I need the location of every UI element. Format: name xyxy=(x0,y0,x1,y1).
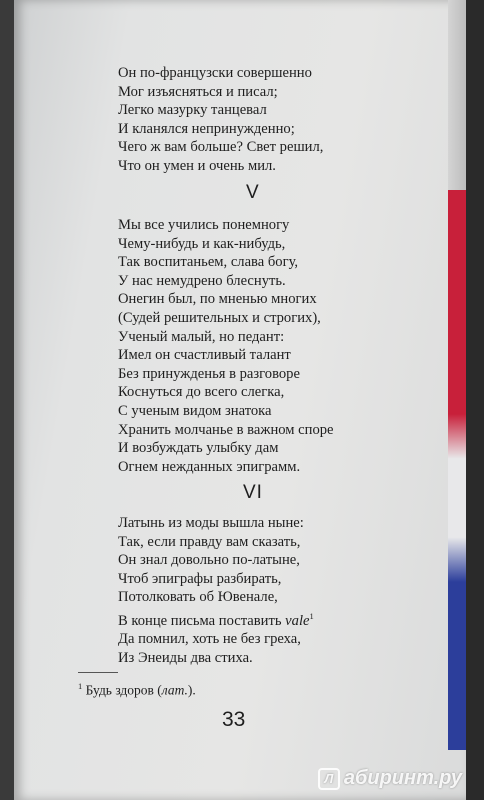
verse-line: Чего ж вам больше? Свет решил, xyxy=(118,139,324,156)
verse-line: Так, если правду вам сказать, xyxy=(118,533,301,550)
verse-line: С ученым видом знатока xyxy=(118,402,272,419)
verse-line: Коснуться до всего слегка, xyxy=(118,384,285,401)
stanza-v xyxy=(118,216,334,476)
verse-line: Хранить молчанье в важном споре xyxy=(118,421,334,438)
footnote-text: Будь здоров ( xyxy=(85,682,162,698)
verse-line: Имел он счастливый талант xyxy=(118,347,291,364)
verse-line: Легко мазурку танцевал xyxy=(118,102,267,119)
verse-line: (Судей решительных и строгих), xyxy=(118,309,321,326)
verse-line: Он по-французски совершенно xyxy=(118,65,312,81)
verse-line: И кланялся непринужденно; xyxy=(118,120,295,137)
labirint-logo-icon: Л xyxy=(318,768,340,790)
verse-line: Без принужденья в разговоре xyxy=(118,365,300,382)
footnote-ref-mark: 1 xyxy=(309,610,314,621)
verse-line-text: В конце письма поставить xyxy=(118,612,282,629)
stanza-vi xyxy=(118,514,314,668)
verse-line: Мог изъясняться и писал; xyxy=(118,83,278,100)
verse-line: Чему-нибудь и как-нибудь, xyxy=(118,235,286,252)
verse-line: У нас немудрено блеснуть. xyxy=(118,272,286,289)
footnote-lang: лат. xyxy=(161,682,188,698)
page-edge-top xyxy=(448,0,466,190)
verse-line: Так воспитаньем, слава богу, xyxy=(118,254,299,271)
page-number: 33 xyxy=(222,708,246,731)
stanza-number-vi: VI xyxy=(243,482,263,503)
footnote-rule xyxy=(78,672,118,673)
watermark-text: абиринт.ру xyxy=(343,767,462,789)
footnote-tail: ). xyxy=(187,682,196,698)
vale-word: vale xyxy=(285,612,310,629)
verse-line: Из Энеиды два стиха. xyxy=(118,650,253,667)
verse-line: И возбуждать улыбку дам xyxy=(118,440,279,457)
watermark xyxy=(318,767,462,790)
verse-line-vale xyxy=(118,607,314,630)
verse-line: Он знал довольно по-латыне, xyxy=(118,552,300,569)
verse-line: Ученый малый, но педант: xyxy=(118,328,285,345)
book-page xyxy=(14,0,466,800)
verse-line: Потолковать об Ювенале, xyxy=(118,589,278,606)
stanza-continuation xyxy=(118,64,323,176)
page-edge-tricolor xyxy=(448,190,466,750)
verse-line: Чтоб эпиграфы разбирать, xyxy=(118,570,282,587)
footnote xyxy=(78,681,196,699)
verse-line: Мы все учились понемногу xyxy=(118,217,290,233)
verse-line: Что он умен и очень мил. xyxy=(118,157,276,174)
verse-line: Огнем нежданных эпиграмм. xyxy=(118,458,301,475)
verse-line: Латынь из моды вышла ныне: xyxy=(118,515,304,531)
verse-line: Онегин был, по мненью многих xyxy=(118,291,317,308)
verse-line: Да помнил, хоть не без греха, xyxy=(118,631,301,648)
stanza-number-v: V xyxy=(246,182,260,203)
footnote-mark: 1 xyxy=(78,681,83,691)
